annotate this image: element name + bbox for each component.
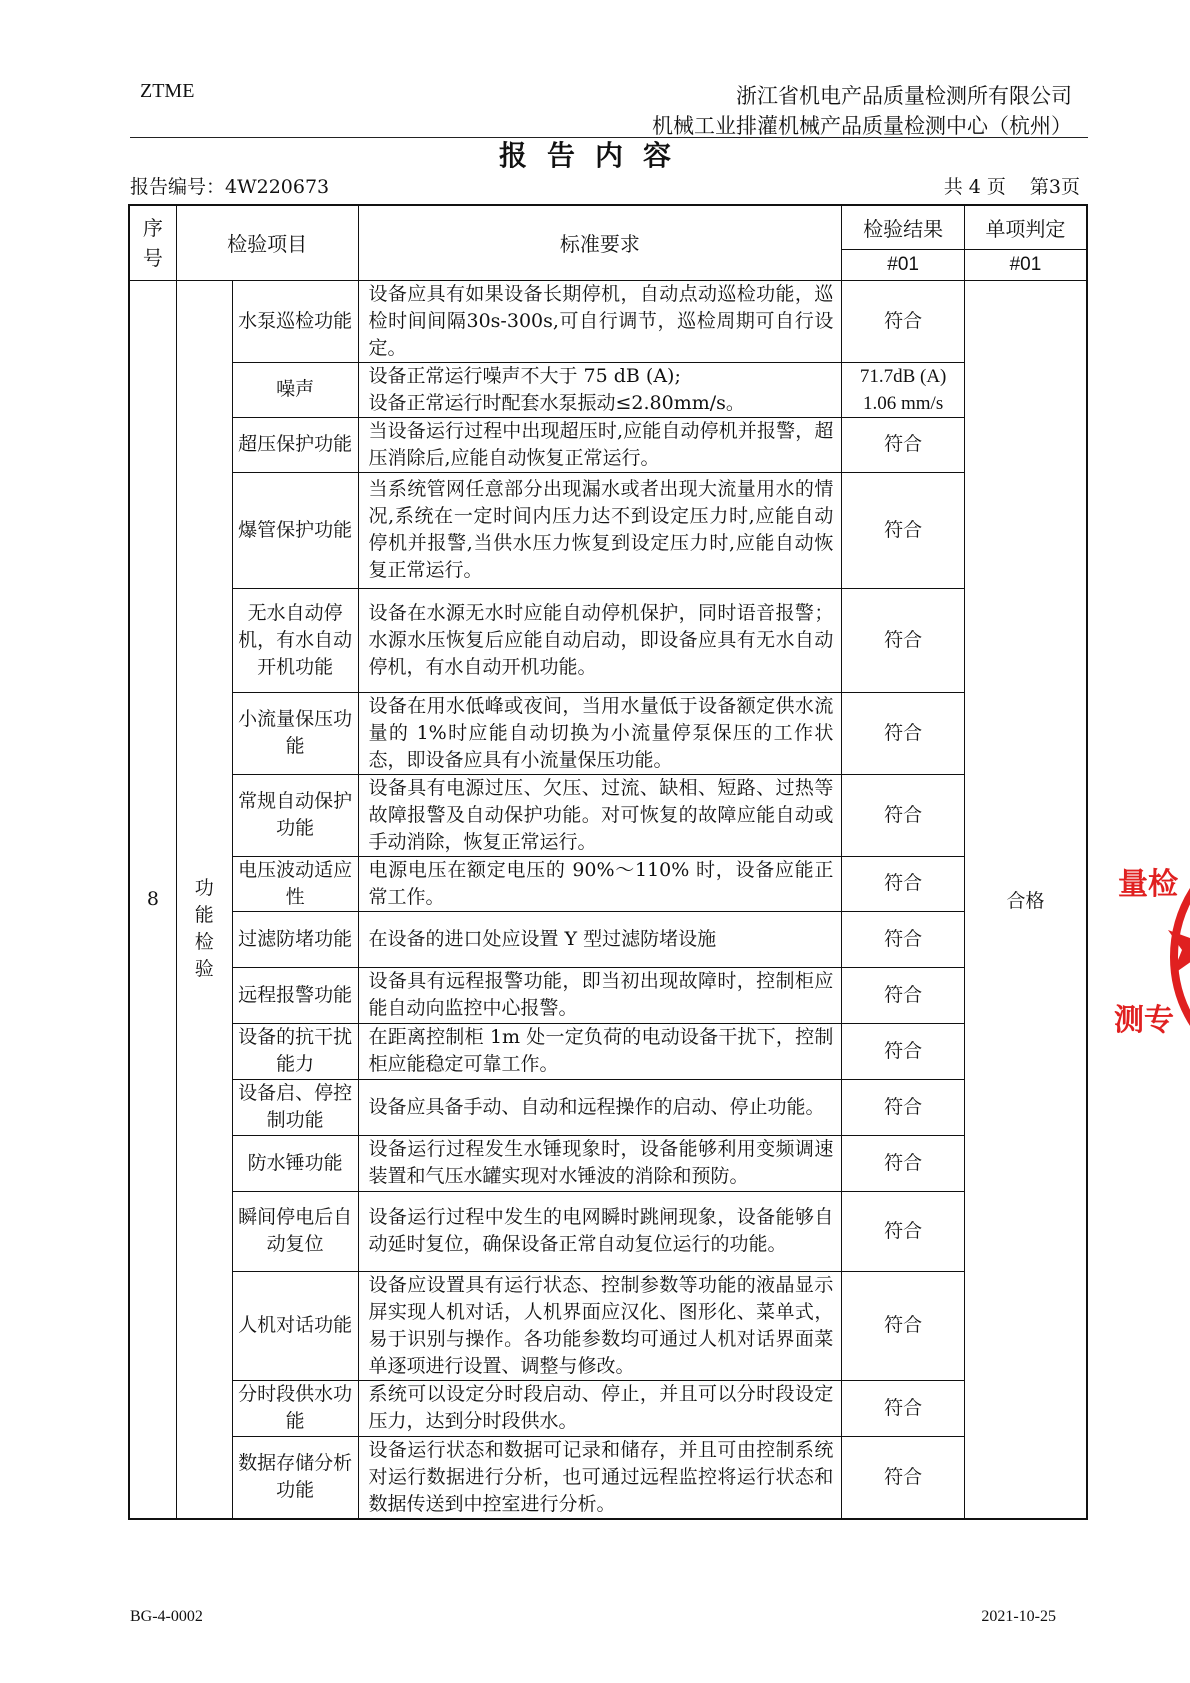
inspection-item: 爆管保护功能 (232, 472, 358, 588)
standard-requirement: 当设备运行过程中出现超压时,应能自动停机并报警，超压消除后,应能自动恢复正常运行。 (358, 417, 842, 472)
inspection-result: 符合 (842, 1079, 965, 1135)
inspection-item: 远程报警功能 (232, 967, 358, 1023)
inspection-result: 符合 (842, 588, 965, 692)
standard-requirement: 设备具有远程报警功能，即当初出现故障时，控制柜应能自动向监控中心报警。 (358, 967, 842, 1023)
table-row (129, 1135, 1087, 1191)
table-row (129, 362, 1087, 417)
inspection-item: 人机对话功能 (232, 1271, 358, 1380)
standard-requirement: 系统可以设定分时段启动、停止，并且可以分时段设定压力，达到分时段供水。 (358, 1380, 842, 1436)
standard-requirement: 设备正常运行噪声不大于 75 dB (A); 设备正常运行时配套水泵振动≤2.80mm/s。 (358, 362, 842, 417)
header-result-sample: #01 (842, 249, 965, 280)
standard-requirement: 设备应具有如果设备长期停机，自动点动巡检功能，巡检时间间隔30s-300s,可自行调节，巡检周期可自行设定。 (358, 280, 842, 362)
standard-requirement: 设备在水源无水时应能自动停机保护，同时语音报警；水源水压恢复后应能自动启动，即设备应具有无水自动停机，有水自动开机功能。 (358, 588, 842, 692)
inspection-result: 符合 (842, 692, 965, 774)
standard-requirement: 设备在用水低峰或夜间，当用水量低于设备额定供水流量的 1%时应能自动切换为小流量停泵保压的工作状态，即设备应具有小流量保压功能。 (358, 692, 842, 774)
header-judgement-sample: #01 (964, 249, 1087, 280)
inspection-result: 符合 (842, 280, 965, 362)
standard-requirement: 当系统管网任意部分出现漏水或者出现大流量用水的情况,系统在一定时间内压力达不到设定压力时,应能自动停机并报警,当供水压力恢复到设定压力时,应能自动恢复正常运行。 (358, 472, 842, 588)
table-row (129, 1271, 1087, 1380)
inspection-item: 防水锤功能 (232, 1135, 358, 1191)
table-row (129, 1436, 1087, 1519)
inspection-result: 符合 (842, 417, 965, 472)
table-row (129, 1079, 1087, 1135)
table-row (129, 1191, 1087, 1271)
inspection-result: 符合 (842, 774, 965, 856)
inspection-item: 设备的抗干扰能力 (232, 1023, 358, 1079)
inspection-item: 无水自动停机，有水自动开机功能 (232, 588, 358, 692)
inspection-result: 符合 (842, 967, 965, 1023)
standard-requirement: 设备运行状态和数据可记录和储存，并且可由控制系统对运行数据进行分析，也可通过远程监控将运行状态和数据传送到中控室进行分析。 (358, 1436, 842, 1519)
standard-requirement: 电源电压在额定电压的 90%～110% 时，设备应能正常工作。 (358, 856, 842, 911)
table-row (129, 967, 1087, 1023)
header-requirement: 标准要求 (358, 205, 842, 280)
item-judgement: 合格 (964, 280, 1087, 1519)
table-row (129, 588, 1087, 692)
inspection-item: 过滤防堵功能 (232, 911, 358, 967)
official-seal-stamp (1100, 842, 1190, 1082)
inspection-item: 水泵巡检功能 (232, 280, 358, 362)
svg-text:测专: 测专 (1114, 1003, 1174, 1038)
inspection-result: 符合 (842, 1191, 965, 1271)
inspection-category: 功 能 检 验 (176, 280, 232, 1519)
inspection-result: 符合 (842, 1380, 965, 1436)
inspection-result: 符合 (842, 911, 965, 967)
report-number: 报告编号：4W220673 (130, 176, 330, 198)
svg-text:量检: 量检 (1118, 867, 1178, 902)
inspection-item: 噪声 (232, 362, 358, 417)
inspection-result: 符合 (842, 856, 965, 911)
table-row (129, 856, 1087, 911)
standard-requirement: 设备运行过程发生水锤现象时，设备能够利用变频调速装置和气压水罐实现对水锤波的消除和预防。 (358, 1135, 842, 1191)
table-row (129, 1380, 1087, 1436)
standard-requirement: 在距离控制柜 1m 处一定负荷的电动设备干扰下，控制柜应能稳定可靠工作。 (358, 1023, 842, 1079)
table-row (129, 911, 1087, 967)
row-sequence-number: 8 (129, 280, 176, 1519)
inspection-item: 瞬间停电后自动复位 (232, 1191, 358, 1271)
report-date: 2021-10-25 (981, 1608, 1056, 1625)
inspection-result: 符合 (842, 472, 965, 588)
table-row (129, 1023, 1087, 1079)
page-title: 报告内容 (498, 139, 691, 172)
inspection-item: 分时段供水功能 (232, 1380, 358, 1436)
company-logo-text: ZTME (140, 80, 195, 102)
inspection-item: 常规自动保护功能 (232, 774, 358, 856)
inspection-item: 数据存储分析功能 (232, 1436, 358, 1519)
inspection-item: 超压保护功能 (232, 417, 358, 472)
header-judgement: 单项判定 (964, 205, 1087, 249)
inspection-item: 电压波动适应性 (232, 856, 358, 911)
table-row (129, 417, 1087, 472)
page-counter (920, 172, 1080, 199)
inspection-result: 71.7dB (A) 1.06 mm/s (842, 362, 965, 417)
table-row (129, 774, 1087, 856)
header-item: 检验项目 (176, 205, 358, 280)
inspection-result: 符合 (842, 1271, 965, 1380)
organization-center-name: 机械工业排灌机械产品质量检测中心（杭州） (652, 114, 1072, 138)
form-number: BG-4-0002 (130, 1608, 203, 1625)
inspection-table (128, 204, 1088, 1520)
organization-name: 浙江省机电产品质量检测所有限公司 (736, 84, 1072, 108)
inspection-result: 符合 (842, 1135, 965, 1191)
header-result: 检验结果 (842, 205, 965, 249)
inspection-item: 设备启、停控制功能 (232, 1079, 358, 1135)
standard-requirement: 设备运行过程中发生的电网瞬时跳闸现象，设备能够自动延时复位，确保设备正常自动复位运行的功能。 (358, 1191, 842, 1271)
standard-requirement: 在设备的进口处应设置 Y 型过滤防堵设施 (358, 911, 842, 967)
table-row (129, 280, 1087, 362)
header-seq: 序 号 (129, 205, 176, 280)
table-row (129, 692, 1087, 774)
current-page: 第3页 (1029, 176, 1080, 198)
total-pages: 共 4 页 (943, 176, 1006, 198)
table-row (129, 472, 1087, 588)
standard-requirement: 设备应具备手动、自动和远程操作的启动、停止功能。 (358, 1079, 842, 1135)
inspection-result: 符合 (842, 1023, 965, 1079)
inspection-result: 符合 (842, 1436, 965, 1519)
inspection-item: 小流量保压功能 (232, 692, 358, 774)
standard-requirement: 设备具有电源过压、欠压、过流、缺相、短路、过热等故障报警及自动保护功能。对可恢复的故障应能自动或手动消除，恢复正常运行。 (358, 774, 842, 856)
standard-requirement: 设备应设置具有运行状态、控制参数等功能的液晶显示屏实现人机对话，人机界面应汉化、图形化、菜单式，易于识别与操作。各功能参数均可通过人机对话界面菜单逐项进行设置、调整与修改。 (358, 1271, 842, 1380)
